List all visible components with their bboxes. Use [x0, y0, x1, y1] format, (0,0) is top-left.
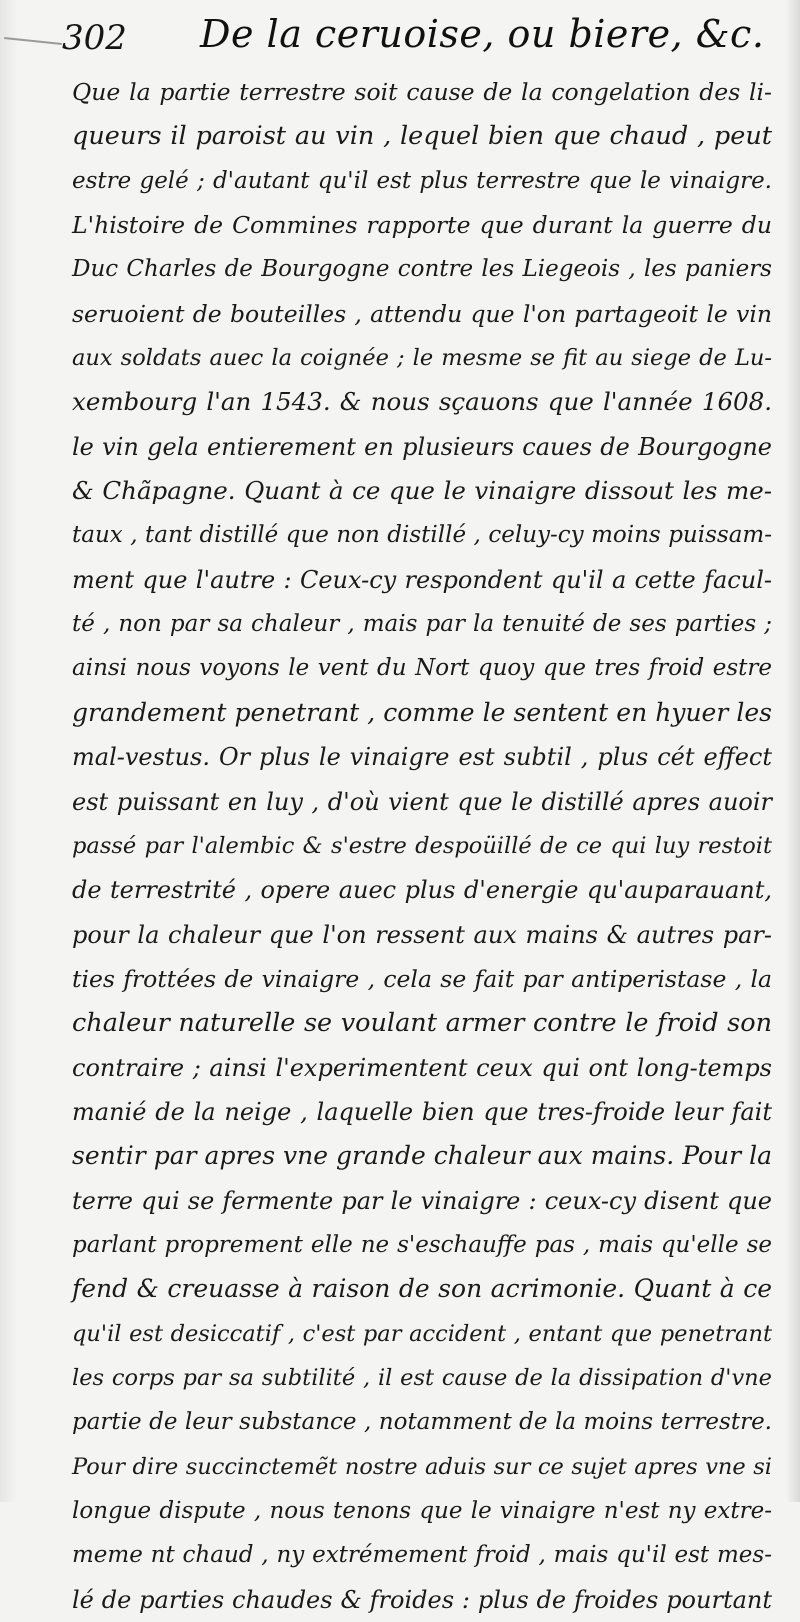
text-line: Duc Charles de Bourgogne contre les Liegeois , les paniers [72, 256, 772, 283]
text-line: partie de leur substance , notamment de la moins terrestre. [72, 1409, 772, 1436]
text-line: queurs il paroist au vin , lequel bien que chaud , peut [72, 121, 772, 152]
text-line: té , non par sa chaleur , mais par la tenuité de ses parties ; [72, 611, 772, 638]
text-line: Que la partie terrestre soit cause de la congelation des li- [72, 78, 772, 106]
text-line: lé de parties chaudes & froides : plus de froides pourtant [72, 1585, 772, 1614]
text-line: ainsi nous voyons le vent du Nort quoy que tres froid estre [72, 655, 772, 682]
page-number: 302 [62, 18, 127, 58]
page-edge-shadow [786, 0, 800, 1502]
text-line: Pour dire succinctemẽt nostre aduis sur ce sujet apres vne si [72, 1453, 772, 1480]
text-line: grandement penetrant , comme le sentent en hyuer les [72, 697, 772, 727]
running-title: De la ceruoise, ou biere, &c. [200, 12, 765, 56]
text-line: le vin gela entierement en plusieurs caues de Bourgogne [72, 432, 772, 461]
text-line: sentir par apres vne grande chaleur aux mains. Pour la [72, 1141, 772, 1171]
text-line: chaleur naturelle se voulant armer contre le froid son [72, 1008, 772, 1039]
text-line: ties frottées de vinaigre , cela se fait par antiperistase , la [72, 964, 772, 993]
text-line: contraire ; ainsi l'experimentent ceux qui ont long-temps [72, 1053, 772, 1082]
text-line: estre gelé ; d'autant qu'il est plus terrestre que le vinaigre. [72, 167, 772, 194]
text-line: ment que l'autre : Ceux-cy respondent qu'il a cette facul- [72, 565, 772, 594]
text-line: les corps par sa subtilité , il est cause de la dissipation d'vne [72, 1364, 772, 1391]
text-line: terre qui se fermente par le vinaigre : ceux-cy disent que [72, 1186, 772, 1215]
text-line: mal-vestus. Or plus le vinaigre est subtil , plus cét effect [72, 743, 772, 772]
text-line: de terrestrité , opere auec plus d'energie qu'auparauant, [72, 876, 772, 905]
text-line: manié de la neige , laquelle bien que tres-froide leur fait [72, 1097, 772, 1126]
text-line: est puissant en luy , d'où vient que le distillé apres auoir [72, 787, 772, 816]
text-line: taux , tant distillé que non distillé , celuy-cy moins puissam- [72, 522, 772, 549]
text-line: qu'il est desiccatif , c'est par accident , entant que penetrant [72, 1320, 772, 1347]
text-line: longue dispute , nous tenons que le vinaigre n'est ny extre- [72, 1498, 772, 1524]
text-line: & Chãpagne. Quant à ce que le vinaigre dissout les me- [72, 476, 772, 506]
page-gutter-shadow [0, 0, 18, 1502]
text-line: aux soldats auec la coignée ; le mesme se fit au siege de Lu- [72, 345, 772, 372]
body-text [72, 70, 772, 1622]
text-line: seruoient de bouteilles , attendu que l'on partageoit le vin [72, 299, 772, 328]
page-header [62, 8, 782, 68]
text-line: L'histoire de Commines rapporte que durant la guerre du [72, 211, 772, 240]
text-line: fend & creuasse à raison de son acrimonie. Quant à ce [72, 1274, 772, 1304]
text-line: passé par l'alembic & s'estre despoüillé de ce qui luy restoit [72, 832, 772, 859]
text-line: parlant proprement elle ne s'eschauffe pas , mais qu'elle se [72, 1231, 772, 1258]
text-line: pour la chaleur que l'on ressent aux mains & autres par- [72, 920, 772, 949]
text-line: xembourg l'an 1543. & nous sçauons que l'année 1608. [72, 387, 772, 417]
text-line: meme nt chaud , ny extrémement froid , mais qu'il est mes- [72, 1542, 772, 1569]
